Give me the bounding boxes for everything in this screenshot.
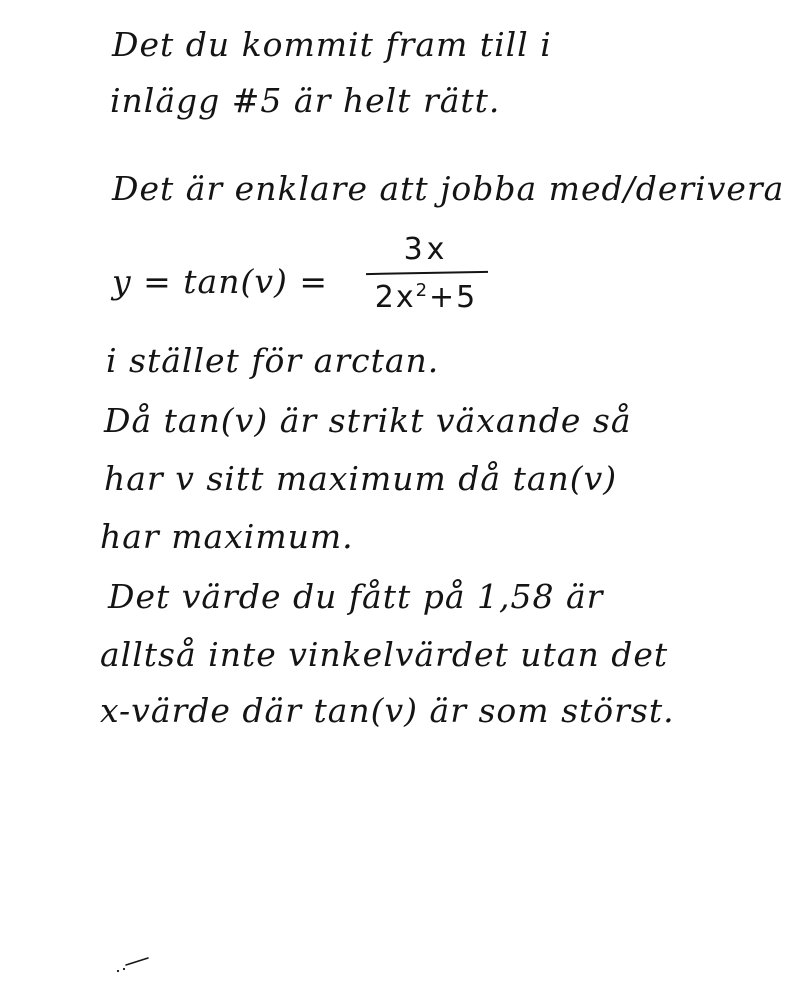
note-line-3: Det är enklare att jobba med/derivera (112, 169, 785, 208)
note-line-6: har v sitt maximum då tan(v) (104, 459, 618, 498)
note-line-9: alltså inte vinkelvärdet utan det (100, 635, 669, 674)
stray-pen-mark (112, 955, 152, 975)
formula-denominator (362, 280, 490, 315)
note-line-2: inlägg #5 är helt rätt. (110, 81, 501, 120)
note-line-5: Då tan(v) är strikt växande så (104, 401, 632, 440)
note-line-4: i stället för arctan. (106, 341, 440, 380)
denominator-base: 2x (374, 280, 416, 315)
note-line-8: Det värde du fått på 1,58 är (108, 577, 604, 616)
note-line-1: Det du kommit fram till i (112, 25, 552, 64)
formula-fraction (362, 228, 490, 328)
denominator-exponent: 2 (415, 280, 430, 301)
note-line-10: x-värde där tan(v) är som störst. (100, 691, 675, 730)
fraction-bar (366, 271, 488, 275)
note-line-7: har maximum. (100, 517, 354, 556)
formula-numerator: 3x (403, 232, 449, 267)
denominator-rest: +5 (429, 280, 478, 315)
formula-tan-v (112, 228, 532, 328)
formula-lhs: y = tan(v) = (112, 262, 328, 301)
